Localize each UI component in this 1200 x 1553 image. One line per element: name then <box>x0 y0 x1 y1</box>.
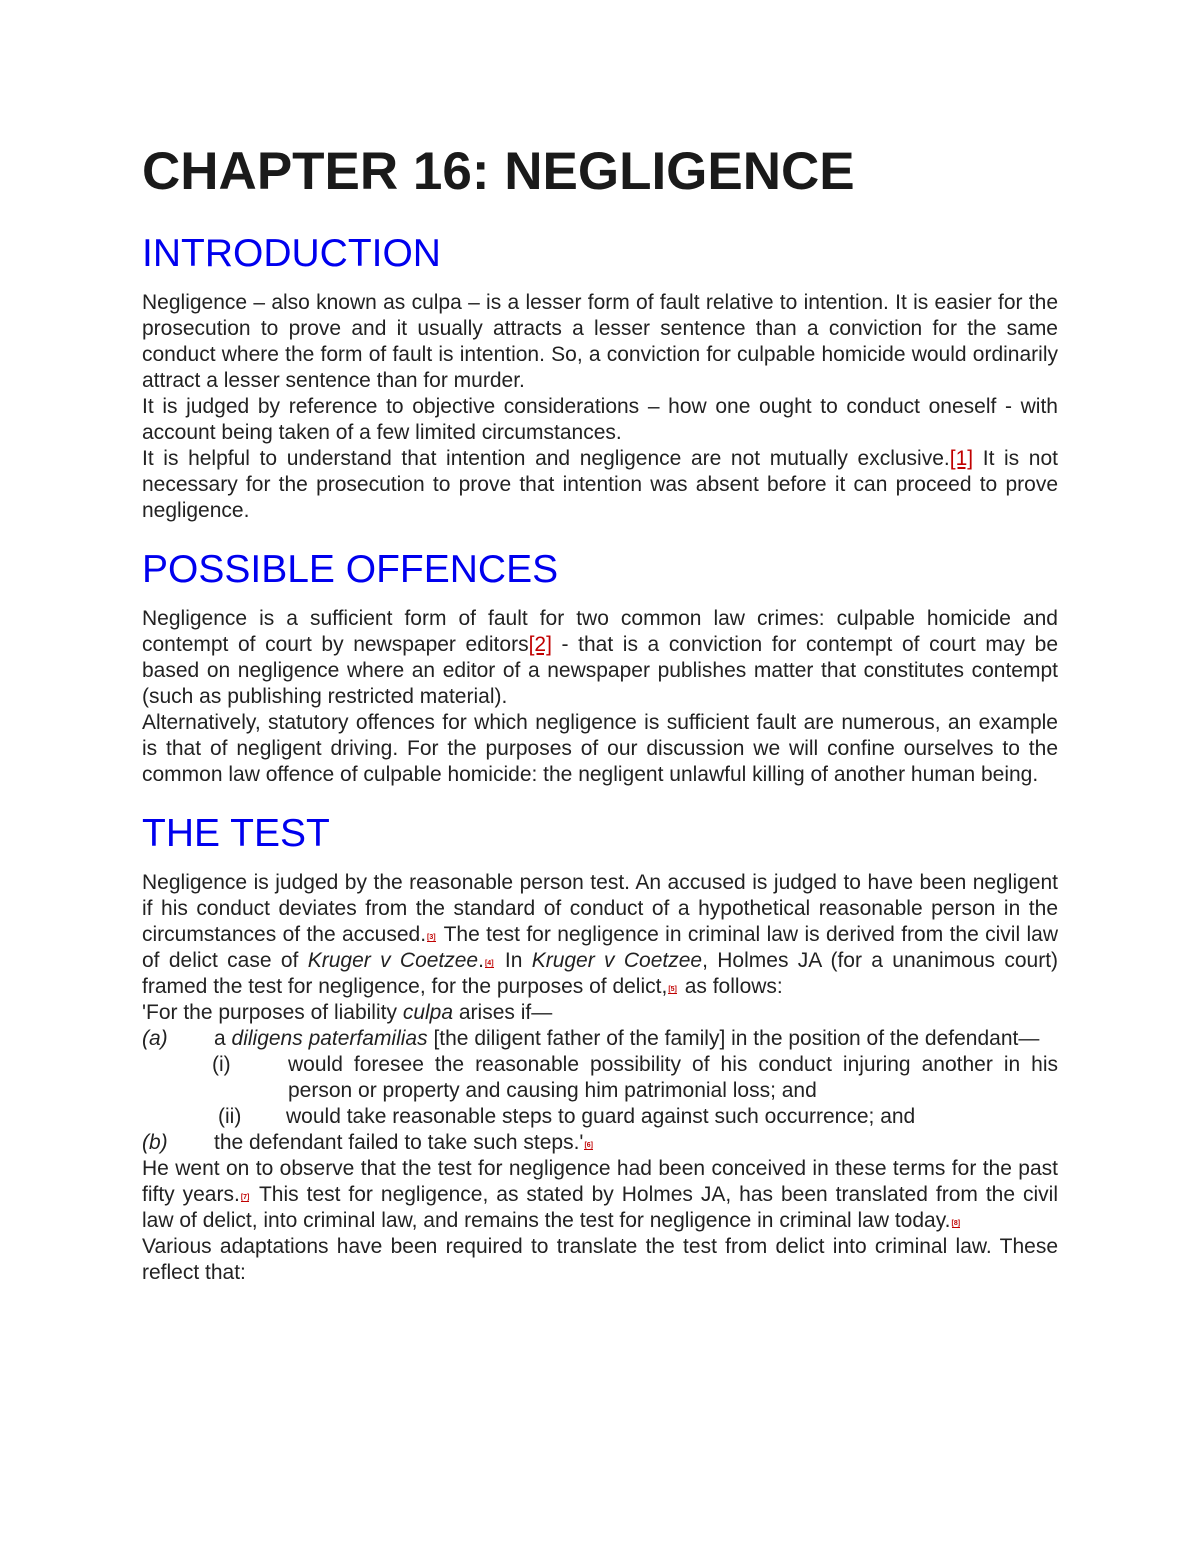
chapter-title: CHAPTER 16: NEGLIGENCE <box>142 142 855 201</box>
test-p1-text-f: as follows: <box>678 975 783 998</box>
test-p1-text-b: The test for negligence in criminal law is derived from the civil law of delict case of <box>142 923 1058 972</box>
footnote-marker-icon[interactable]: [3] <box>427 934 436 941</box>
offences-paragraph-1 <box>142 606 1058 710</box>
quote-a-text-b: [the diligent father of the family] in the position of the defendant— <box>427 1027 1040 1050</box>
quote-a-text-a: a <box>214 1027 232 1050</box>
test-p1-text-c: . <box>478 949 484 972</box>
quote-body-i: would foresee the reasonable possibility of his conduct injuring another in his person or property and causing him patrimonial loss; and <box>288 1053 1058 1102</box>
quote-body-a <box>214 1026 1058 1052</box>
quote-intro-culpa: culpa <box>402 1001 454 1024</box>
quote-label-b: (b) <box>142 1131 168 1154</box>
test-paragraph-2 <box>142 1156 1058 1234</box>
introduction-paragraph-1: Negligence – also known as culpa – is a lesser form of fault relative to intention. It is easier for the prosecution to prove and it usually attracts a lesser sentence than a conviction for the same conduct where the form of fault is intention. So, a conviction for culpable homicide would ordinarily attract a lesser sentence than for murder. <box>142 291 1058 392</box>
quote-label-ii: (ii) <box>218 1105 242 1128</box>
quote-b-text: the defendant failed to take such steps.' <box>214 1131 584 1154</box>
footnote-marker-icon[interactable]: [7] <box>240 1194 250 1201</box>
test-p2-text-b: This test for negligence, as stated by Holmes JA, has been translated from the civil law of delict, into criminal law, and remains the test for negligence in criminal law today. <box>142 1183 1058 1232</box>
case-name: Kruger v Coetzee <box>307 949 479 972</box>
quote-body-ii: would take reasonable steps to guard against such occurrence; and <box>286 1105 916 1128</box>
quote-item-a <box>142 1026 1058 1052</box>
quote-intro-text-a: 'For the purposes of liability <box>142 1001 403 1024</box>
quote-intro <box>142 1000 1058 1026</box>
introduction-p3-text-a: It is helpful to understand that intention and negligence are not mutually exclusive. <box>142 447 950 470</box>
introduction-heading: INTRODUCTION <box>142 232 441 275</box>
quote-item-i <box>142 1052 1058 1104</box>
section-introduction <box>142 232 1058 524</box>
test-p2-text-a: He went on to observe that the test for negligence had been conceived in these terms for the past fifty years. <box>142 1157 1058 1206</box>
footnote-marker-icon[interactable]: [6] <box>584 1142 593 1149</box>
case-name: Kruger v Coetzee <box>531 949 703 972</box>
test-p1-text-e: , Holmes JA (for a unanimous court) framed the test for negligence, for the purposes of delict, <box>142 949 1059 998</box>
quote-item-ii <box>142 1104 1058 1130</box>
quote-label-a: (a) <box>142 1027 168 1050</box>
footnote-marker-icon[interactable]: [5] <box>668 986 677 993</box>
footnote-link-2[interactable]: [2] <box>528 633 552 656</box>
test-p1-text-a: Negligence is judged by the reasonable person test. An accused is judged to have been negligent if his conduct deviates from the standard of conduct of a hypothetical reasonable person in the circumstances of the accused. <box>142 871 1058 946</box>
test-heading: THE TEST <box>142 812 330 855</box>
quote-intro-text-b: arises if— <box>453 1001 553 1024</box>
offences-p1-text-a: Negligence is a sufficient form of fault for two common law crimes: culpable homicide and contempt of court by newspaper editors <box>142 607 1058 656</box>
quote-label-i: (i) <box>212 1053 231 1076</box>
offences-p1-text-b: - that is a conviction for contempt of court may be based on negligence where an editor of a newspaper publishes matter that constitutes contempt (such as publishing restricted material). <box>142 633 1058 708</box>
offences-heading: POSSIBLE OFFENCES <box>142 548 559 591</box>
offences-paragraph-2: Alternatively, statutory offences for which negligence is sufficient fault are numerous, an example is that of negligent driving. For the purposes of our discussion we will confine ourselves to the common law offence of culpable homicide: the negligent unlawful killing of another human being. <box>142 711 1058 786</box>
document-page <box>142 140 1058 1310</box>
section-the-test <box>142 812 1058 1286</box>
test-paragraph-3: Various adaptations have been required to translate the test from delict into criminal law. These reflect that: <box>142 1235 1058 1284</box>
footnote-marker-icon[interactable]: [8] <box>951 1220 961 1227</box>
test-paragraph-1 <box>142 870 1058 1000</box>
quote-a-italic: diligens paterfamilias <box>231 1027 428 1050</box>
section-possible-offences <box>142 548 1058 788</box>
quote-item-b <box>142 1130 1058 1156</box>
quote-body-b <box>214 1130 1058 1156</box>
introduction-p3-text-b: It is not necessary for the prosecution to prove that intention was absent before it can proceed to prove negligence. <box>142 447 1058 522</box>
test-p1-text-d: In <box>495 949 532 972</box>
footnote-link-1[interactable]: [1] <box>949 447 974 470</box>
introduction-paragraph-2: It is judged by reference to objective considerations – how one ought to conduct oneself - with account being taken of a few limited circumstances. <box>142 395 1058 444</box>
footnote-marker-icon[interactable]: [4] <box>484 960 494 967</box>
introduction-paragraph-3 <box>142 446 1058 524</box>
